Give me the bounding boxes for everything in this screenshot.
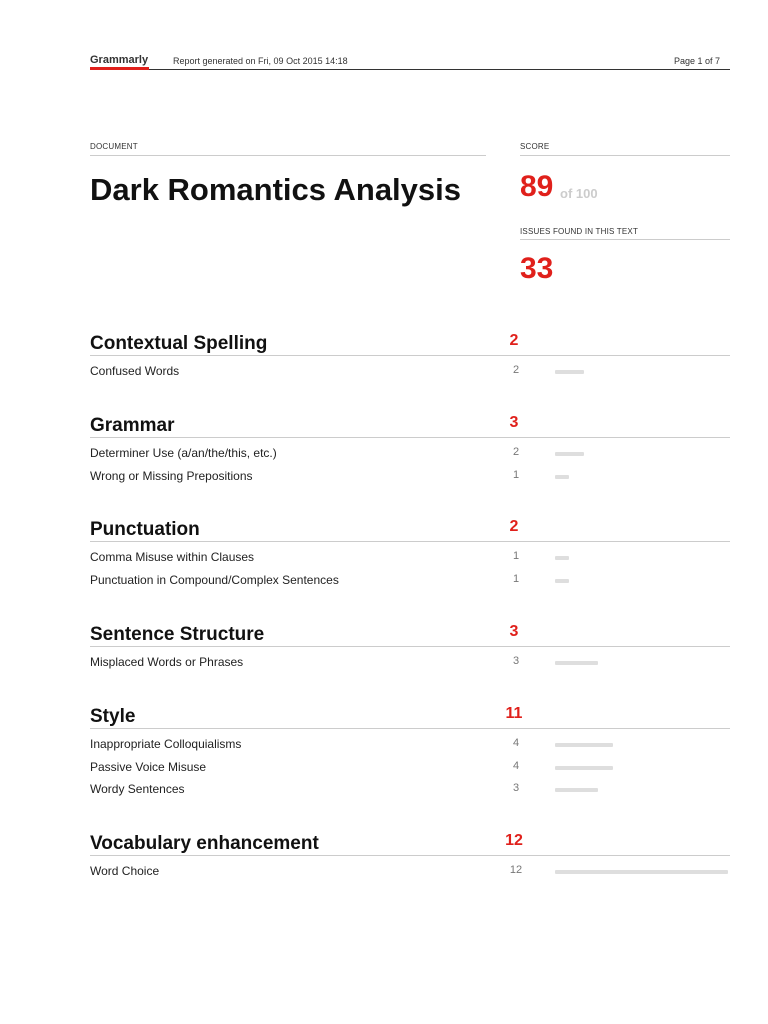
issue-row [90, 565, 730, 588]
issue-row [90, 647, 730, 670]
issue-row [90, 856, 730, 879]
report-generated-text: Report generated on Fri, 09 Oct 2015 14:18 [173, 56, 348, 66]
issue-row [90, 542, 730, 565]
issues-label: ISSUES FOUND IN THIS TEXT [520, 227, 639, 236]
section-count: 3 [509, 414, 519, 431]
issues-divider [520, 239, 730, 240]
section-grammar [90, 414, 730, 483]
issue-count: 3 [512, 782, 520, 795]
issue-label: Determiner Use (a/an/the/this, etc.) [90, 446, 277, 460]
brand-underline [90, 67, 149, 70]
score-value: 89 [520, 170, 554, 203]
issue-bar [555, 370, 584, 374]
issue-label: Wordy Sentences [90, 782, 185, 797]
issue-count: 4 [512, 759, 520, 772]
section-header [90, 832, 730, 856]
issue-count: 3 [512, 655, 520, 667]
section-style [90, 705, 730, 797]
score-divider [520, 155, 730, 156]
issue-label: Word Choice [90, 864, 160, 878]
issue-label: Comma Misuse within Clauses [90, 550, 255, 564]
section-header [90, 705, 730, 729]
section-title: Punctuation [90, 519, 200, 540]
section-title: Sentence Structure [90, 624, 265, 645]
section-title: Contextual Spelling [90, 333, 268, 354]
section-count: 2 [509, 518, 519, 535]
section-count: 11 [505, 705, 523, 722]
section-header [90, 414, 730, 438]
section-header [90, 518, 730, 542]
issue-bar [555, 556, 569, 560]
issue-bar [555, 661, 598, 665]
issue-count: 2 [512, 446, 520, 458]
section-title: Grammar [90, 415, 175, 436]
issue-bar [555, 452, 584, 456]
brand-logo: Grammarly [90, 54, 149, 66]
issue-row [90, 438, 730, 461]
issue-count: 4 [512, 737, 520, 749]
issue-bar [555, 766, 613, 770]
issue-count: 1 [512, 550, 520, 562]
issue-label: Punctuation in Compound/Complex Sentences [90, 572, 339, 587]
issue-row [90, 774, 730, 797]
section-count: 3 [509, 623, 519, 640]
document-divider [90, 155, 486, 156]
issue-bar [555, 579, 569, 583]
document-title: Dark Romantics Analysis [90, 172, 462, 207]
section-header [90, 332, 730, 356]
issue-label: Passive Voice Misuse [90, 759, 207, 774]
issue-label: Confused Words [90, 364, 180, 378]
issue-row [90, 729, 730, 752]
issue-bar [555, 788, 598, 792]
issue-bar [555, 870, 728, 874]
score-label: SCORE [520, 142, 550, 151]
issues-value: 33 [520, 252, 554, 285]
section-title: Style [90, 706, 136, 727]
section-count: 12 [505, 832, 523, 849]
issue-count: 2 [512, 364, 520, 376]
section-count: 2 [509, 332, 519, 349]
issue-count: 1 [512, 468, 520, 481]
section-title: Vocabulary enhancement [90, 833, 319, 854]
issue-label: Inappropriate Colloquialisms [90, 737, 242, 751]
section-header [90, 623, 730, 647]
section-sentence-structure [90, 623, 730, 670]
section-punctuation [90, 518, 730, 587]
page-number: Page 1 of 7 [673, 56, 720, 66]
issue-row [90, 356, 730, 379]
issue-row [90, 461, 730, 484]
section-contextual-spelling [90, 332, 730, 379]
issue-label: Misplaced Words or Phrases [90, 655, 244, 669]
report-header [90, 52, 730, 70]
score-of-total: of 100 [560, 186, 598, 201]
issue-label: Wrong or Missing Prepositions [90, 468, 253, 483]
issue-row [90, 752, 730, 775]
issue-bar [555, 743, 613, 747]
issue-count: 12 [509, 864, 523, 876]
document-label: DOCUMENT [90, 142, 138, 151]
issue-bar [555, 475, 569, 479]
section-vocabulary-enhancement [90, 832, 730, 879]
issue-count: 1 [512, 572, 520, 585]
